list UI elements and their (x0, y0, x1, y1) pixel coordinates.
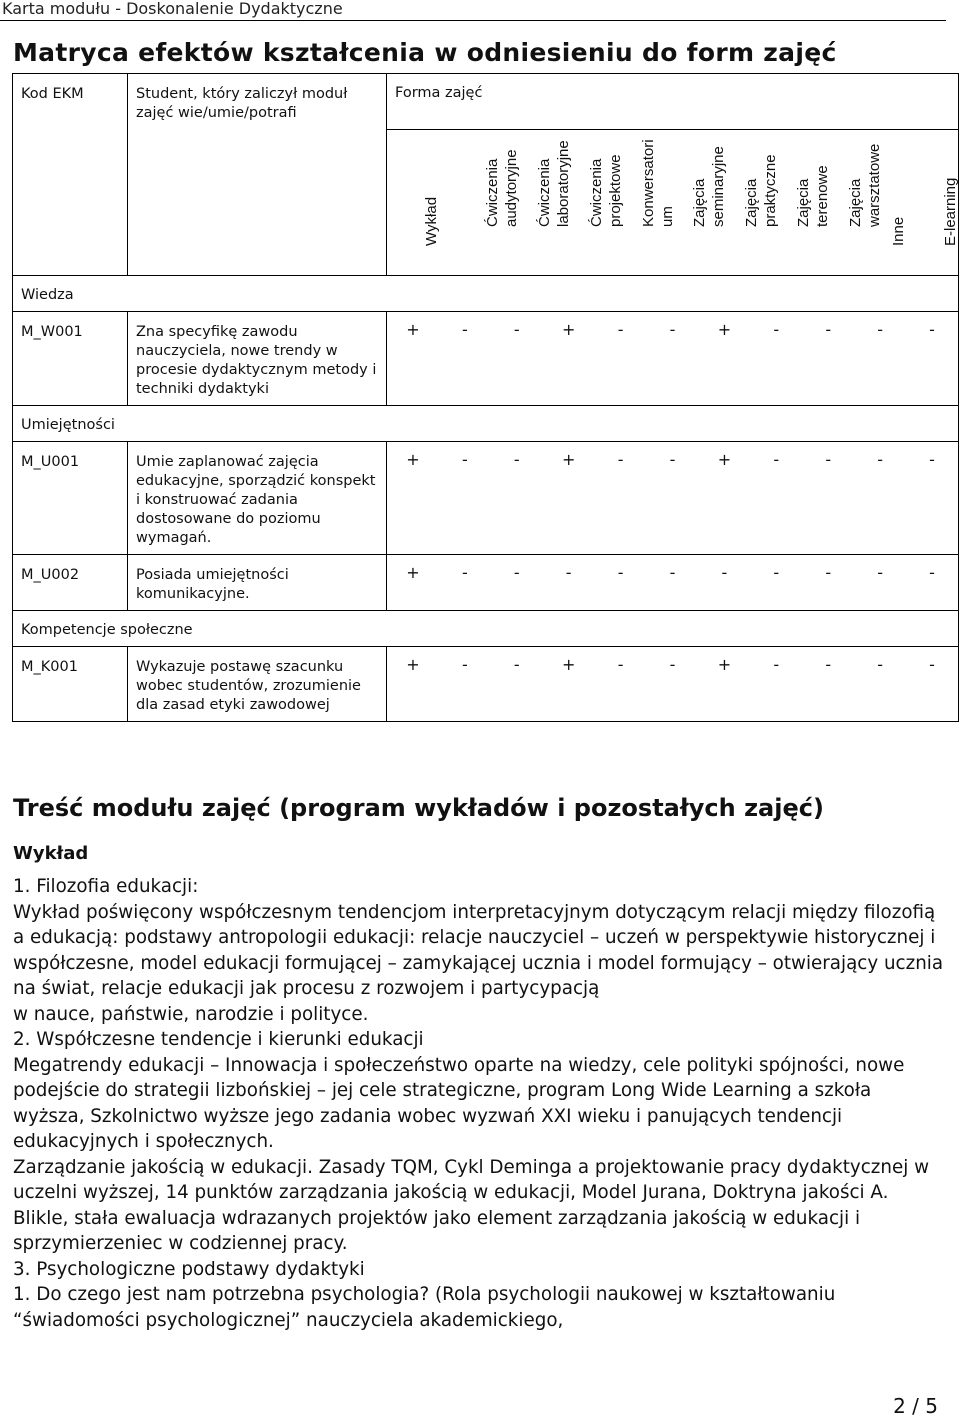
form-mark: - (617, 320, 624, 339)
content-subtitle: Wykład (13, 843, 89, 864)
form-mark: - (669, 563, 676, 582)
form-label-line: Ćwiczenia (483, 158, 501, 227)
form-mark: - (773, 655, 780, 674)
form-mark: - (825, 563, 832, 582)
form-label-line: terenowe (814, 165, 832, 227)
form-label-line: audytoryjne (502, 149, 520, 227)
form-mark: - (825, 320, 832, 339)
form-mark: + (406, 450, 420, 469)
effect-row (13, 442, 959, 555)
page-number: 2 / 5 (893, 1394, 938, 1418)
form-mark: - (929, 655, 935, 674)
form-mark: - (461, 450, 468, 469)
section-row (13, 406, 959, 442)
form-label-line: Ćwiczenia (587, 158, 605, 227)
form-mark: - (669, 450, 676, 469)
form-mark: - (669, 320, 676, 339)
form-mark: - (877, 450, 883, 469)
form-mark: - (825, 655, 832, 674)
form-mark: + (717, 320, 732, 339)
form-mark: - (773, 450, 780, 469)
form-mark: - (929, 320, 935, 339)
content-paragraph: Wykład poświęcony współczesnym tendencjom interpretacyjnym dotyczącym relacji między filozofią a edukacją: podstawy antropologii edukacji: relacje nauczyciel – uczeń w perspektywie historycznej i współczesne, model edukacji formującej – zamykającej ucznia i model formujący – otwierający ucznia na świat, relacje edukacji jak procesu z rozwojem i partycypacją (13, 901, 944, 999)
form-mark: - (461, 655, 468, 674)
effect-marks (387, 312, 958, 339)
form-mark: + (406, 320, 420, 339)
form-header-6 (698, 130, 780, 275)
form-mark: - (513, 655, 520, 674)
effect-code: M_U002 (21, 567, 80, 583)
form-mark: + (717, 655, 732, 674)
form-mark: + (406, 655, 420, 674)
form-header-4 (595, 130, 676, 275)
effect-marks (387, 442, 958, 469)
col-student-header: Student, który zaliczył moduł zajęć wie/umie/potrafi (136, 86, 348, 121)
form-mark: - (721, 563, 728, 582)
matrix-title: Matryca efektów kształcenia w odniesieniu do form zajęć (13, 38, 837, 67)
form-label-line: Konwersatori (639, 139, 657, 227)
content-paragraph: 2. Współczesne tendencje i kierunki edukacji (13, 1029, 424, 1050)
form-label-line: Zajęcia (743, 178, 761, 227)
section-row (13, 276, 959, 312)
form-mark: - (461, 320, 468, 339)
effect-row (13, 555, 959, 611)
section-row (13, 611, 959, 647)
form-header-2 (491, 130, 572, 275)
form-header-7 (750, 130, 832, 275)
form-mark: + (561, 320, 576, 339)
form-header-10 (906, 130, 958, 275)
form-header-5 (647, 130, 728, 275)
form-mark: - (513, 563, 520, 582)
form-mark: + (406, 563, 420, 582)
form-label-line: projektowe (606, 154, 624, 227)
form-mark: - (773, 320, 780, 339)
content-paragraph: 3. Psychologiczne podstawy dydaktyki (13, 1258, 365, 1280)
content-title: Treść modułu zajęć (program wykładów i pozostałych zajęć) (13, 794, 824, 822)
form-header-1 (439, 130, 520, 275)
form-label-line: laboratoryjne (554, 140, 572, 227)
form-header-0 (387, 130, 439, 275)
header-divider (0, 20, 946, 21)
form-mark: - (929, 450, 935, 469)
form-label-line: Zajęcia (847, 178, 865, 227)
form-header-8 (802, 130, 884, 275)
running-header: Karta modułu - Doskonalenie Dydaktyczne (2, 0, 343, 18)
form-mark: - (513, 320, 520, 339)
form-header-9 (854, 130, 906, 275)
form-mark: - (513, 450, 520, 469)
form-mark: - (877, 655, 883, 674)
form-label-line: Zajęcia (691, 178, 709, 227)
content-paragraph: Megatrendy edukacji – Innowacja i społeczeństwo oparte na wiedzy, cele polityki spójności, nowe podejście do strategii lizbońskiej – jej cele strategiczne, program Long Wide Learning a szkoła wyższa, Szkolnictwo wyższe jego zadania wobec wyzwań XXI wieku i panujących tendencji edukacyjnych i społecznych. (13, 1054, 905, 1152)
content-paragraph: 1. Do czego jest nam potrzebna psychologia? (Rola psychologii naukowej w kształtowaniu “świadomości psychologicznej” nauczyciela akademickiego, (13, 1284, 836, 1331)
content-body (13, 874, 948, 1333)
col-forms-header: Forma zajęć (395, 85, 483, 101)
effects-matrix (12, 73, 959, 722)
form-mark: + (561, 450, 576, 469)
form-mark: - (929, 563, 935, 582)
section-name: Kompetencje społeczne (21, 622, 193, 638)
form-header-3 (543, 130, 624, 275)
content-paragraph: w nauce, państwie, narodzie i polityce. (13, 1003, 369, 1025)
effect-description: Zna specyfikę zawodu nauczyciela, nowe trendy w procesie dydaktycznym metody i techniki dydaktyki (136, 324, 377, 397)
form-label-line: Ćwiczenia (535, 158, 553, 227)
section-name: Wiedza (21, 287, 74, 303)
effect-row (13, 312, 959, 406)
form-label-line: Wykład (422, 196, 440, 246)
effect-marks (387, 647, 958, 674)
form-mark: - (773, 563, 780, 582)
effect-row (13, 647, 959, 722)
form-mark: - (877, 563, 883, 582)
effect-description: Umie zaplanować zajęcia edukacyjne, sporządzić konspekt i konstruować zadania dostosowane do poziomu wymagań. (136, 454, 376, 546)
form-mark: + (717, 450, 732, 469)
form-label-line: E-learning (942, 177, 960, 246)
col-code-header: Kod EKM (21, 86, 84, 102)
section-name: Umiejętności (21, 417, 115, 433)
form-mark: - (825, 450, 832, 469)
form-mark: - (617, 655, 624, 674)
matrix-header-row (13, 74, 959, 130)
form-mark: - (565, 563, 572, 582)
form-label-line: Inne (890, 216, 908, 246)
form-mark: + (561, 655, 576, 674)
form-mark: - (617, 450, 624, 469)
form-mark: - (877, 320, 883, 339)
form-label-line: um (658, 206, 676, 227)
effect-marks (387, 555, 958, 582)
form-mark: - (669, 655, 676, 674)
effect-code: M_U001 (21, 454, 80, 470)
form-mark: - (617, 563, 624, 582)
form-label-line: warsztatowe (866, 143, 884, 227)
form-label-line: praktyczne (762, 154, 780, 227)
effect-description: Posiada umiejętności komunikacyjne. (136, 567, 289, 602)
form-label-line: seminaryjne (710, 146, 728, 227)
content-paragraph: 1. Filozofia edukacji: (13, 876, 199, 897)
form-label-line: Zajęcia (795, 178, 813, 227)
content-paragraph: Zarządzanie jakością w edukacji. Zasady TQM, Cykl Deminga a projektowanie pracy dydaktycznej w uczelni wyższej, 14 punktów zarządzania jakością w edukacji, Model Jurana, Doktryna jakości A. Blikle, stała ewaluacja wdrazanych projektów jako element zarządzania jakością w edukacji i sprzymierzeniec w codziennej pracy. (13, 1156, 930, 1254)
effect-code: M_W001 (21, 324, 83, 340)
effect-description: Wykazuje postawę szacunku wobec studentów, zrozumienie dla zasad etyki zawodowej (136, 659, 361, 713)
form-mark: - (461, 563, 468, 582)
effect-code: M_K001 (21, 659, 78, 675)
